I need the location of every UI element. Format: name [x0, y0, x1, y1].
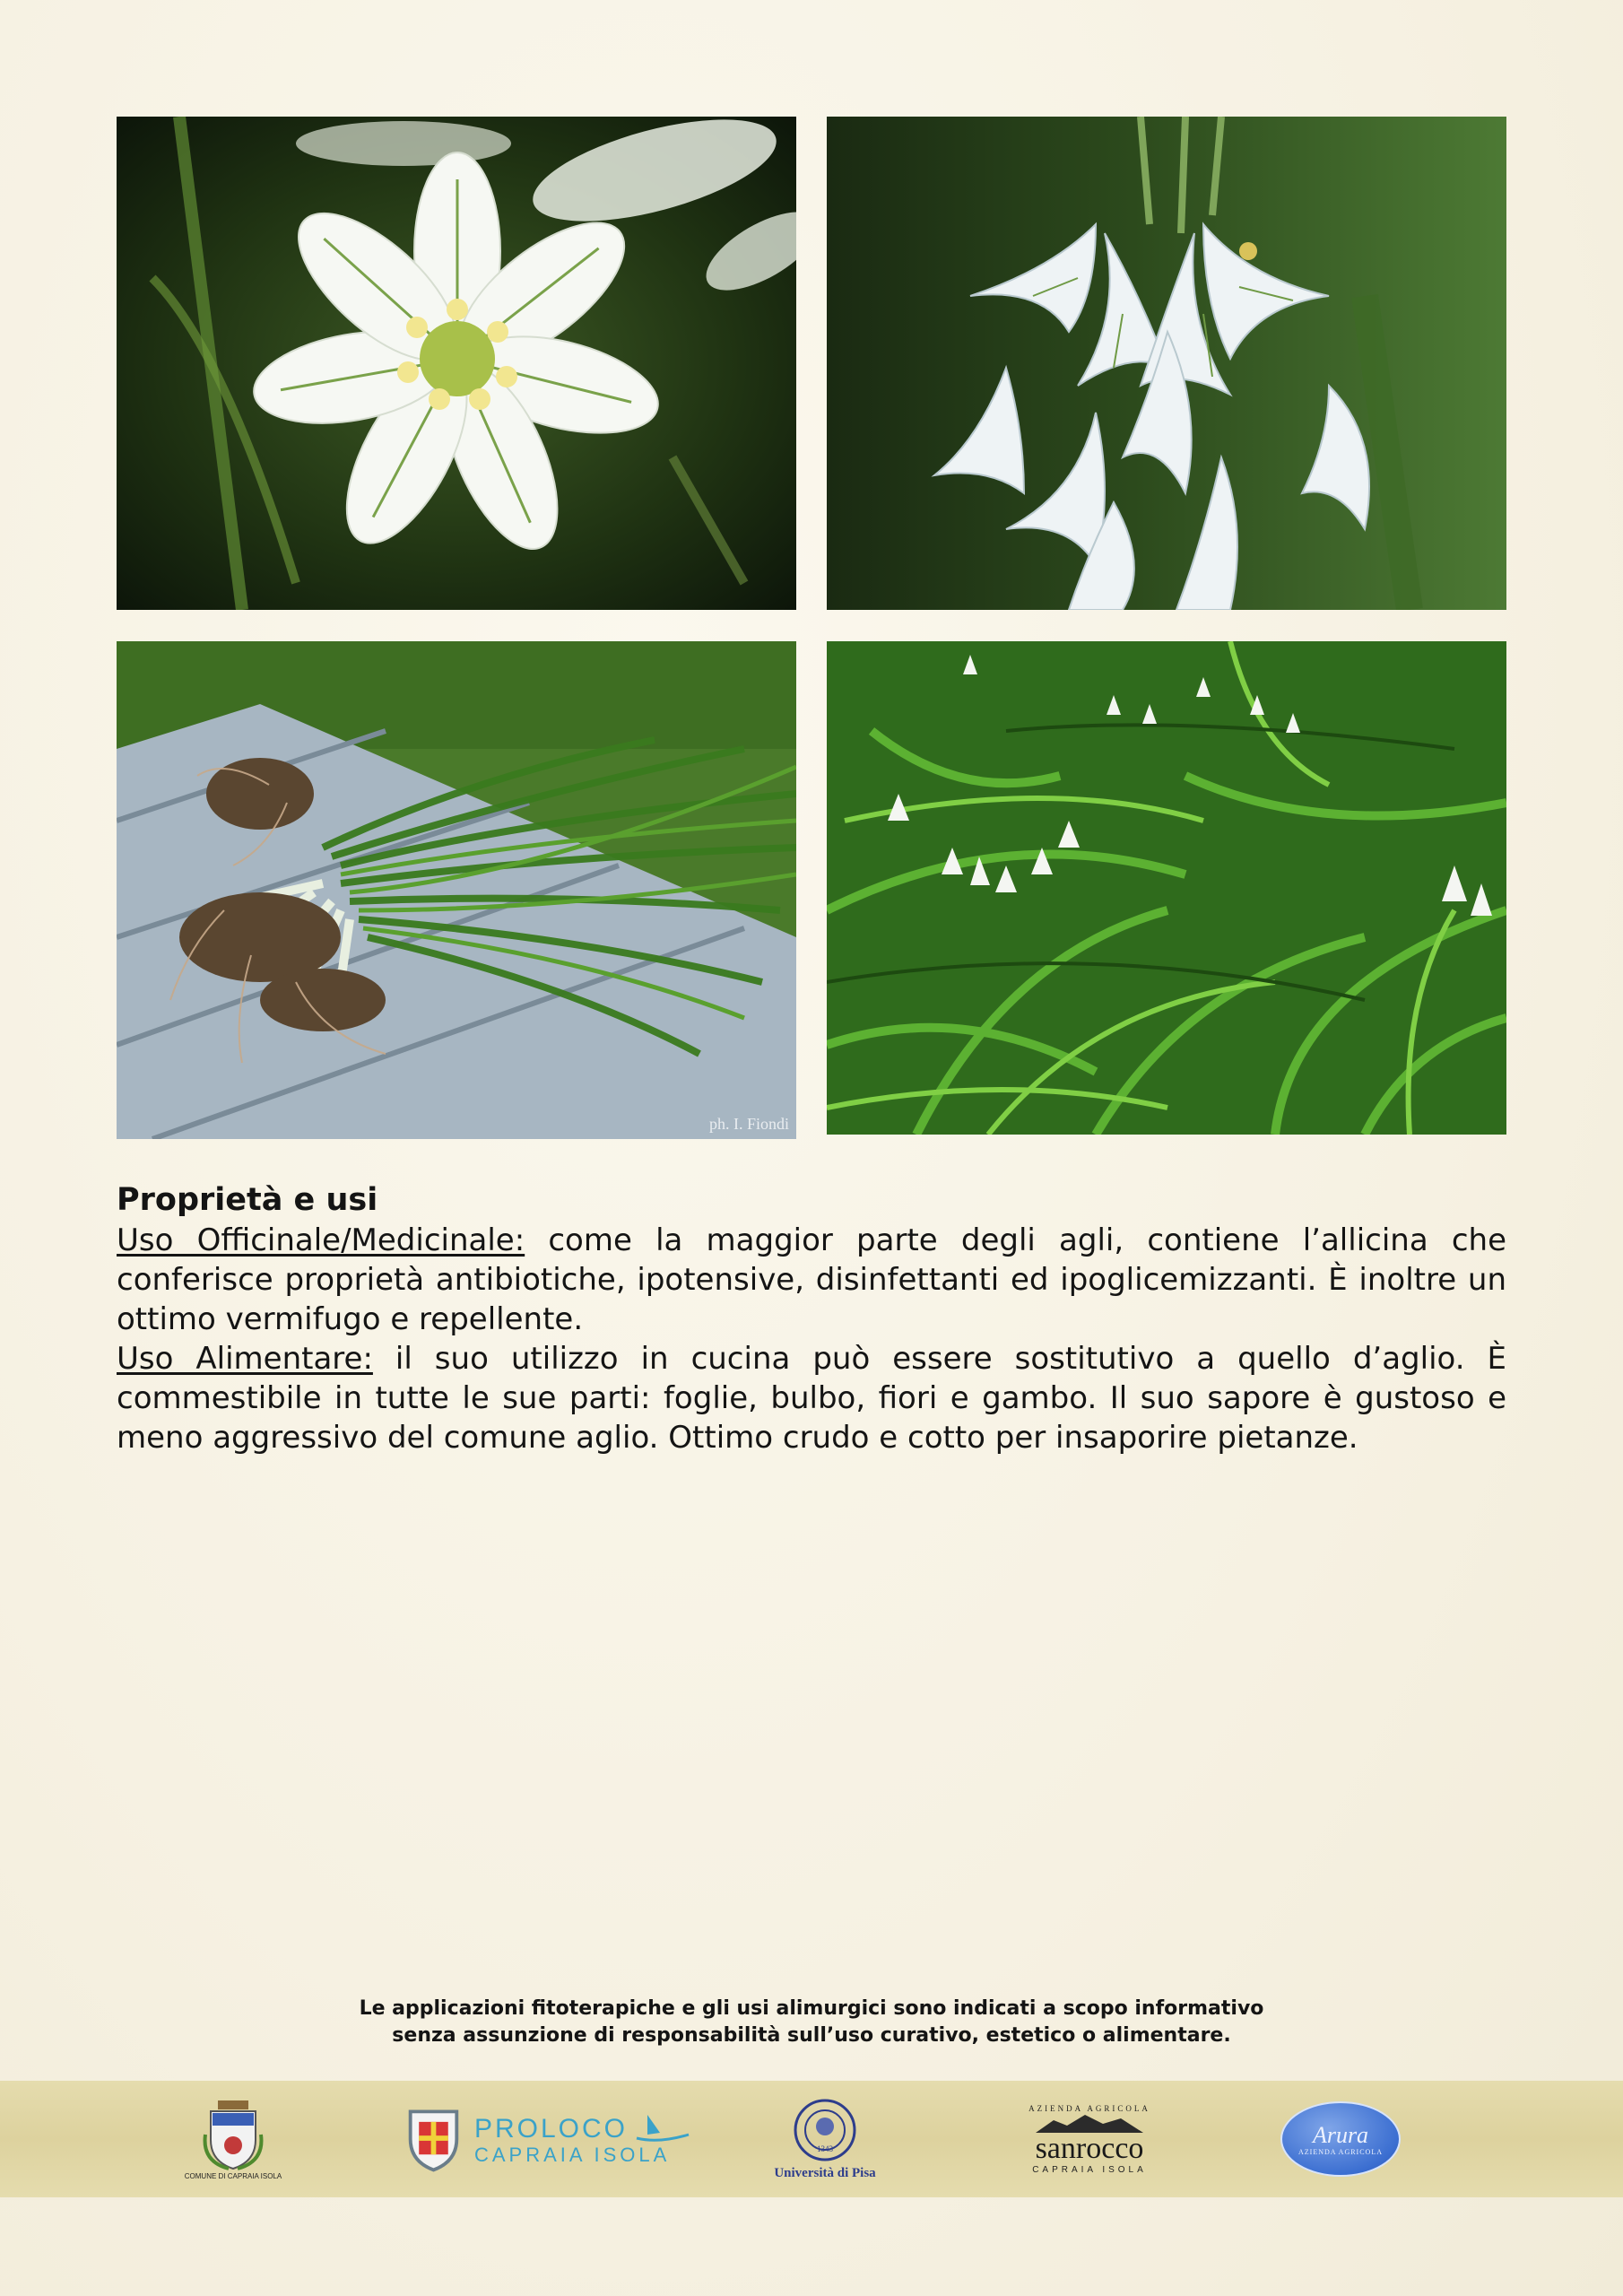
- food-use-text: il suo utilizzo in cucina può essere sostitutivo a quello d’aglio. È commestibile in tutte le sue parti: foglie, bulbo, fiori e gambo. Il suo sapore è gustoso e meno aggressivo del comune aglio. Ottimo crudo e cotto per insaporire pietanze.: [117, 1341, 1507, 1456]
- food-use-label: Uso Alimentare:: [117, 1341, 373, 1377]
- photo-plants-in-field: [827, 641, 1506, 1135]
- photo-flower-cluster: [827, 117, 1506, 610]
- proloco-subtitle: CAPRAIA ISOLA: [473, 2144, 671, 2166]
- shield-icon: [404, 2103, 464, 2175]
- arura-logo: [1278, 2081, 1403, 2197]
- arura-subtitle: AZIENDA AGRICOLA: [1298, 2147, 1383, 2156]
- photo-credit: ph. I. Fiondi: [708, 1115, 789, 1133]
- proloco-title: PROLOCO: [473, 2114, 628, 2144]
- sailboat-icon: [628, 2111, 690, 2144]
- proloco-logo: [404, 2081, 690, 2197]
- photo-flower-closeup: [117, 117, 796, 610]
- sanrocco-top: AZIENDA AGRICOLA: [1028, 2103, 1150, 2113]
- sanrocco-bottom: CAPRAIA ISOLA: [1032, 2164, 1147, 2175]
- mountain-icon: [1036, 2113, 1143, 2133]
- section-heading: Proprietà e usi: [117, 1182, 378, 1218]
- medicinal-use-text: come la maggior parte degli agli, contiene l’allicina che conferisce proprietà antibiotiche, ipotensive, disinfettanti ed ipoglicemizzanti. È inoltre un ottimo vermifugo e repellente.: [117, 1222, 1507, 1337]
- sanrocco-logo: [1004, 2081, 1175, 2197]
- properties-section: [117, 1179, 1506, 1457]
- coat-of-arms-icon: [202, 2099, 265, 2170]
- unipi-name: Università di Pisa: [774, 2165, 876, 2180]
- arura-name: Arura: [1312, 2121, 1369, 2148]
- medicinal-use-label: Uso Officinale/Medicinale:: [117, 1222, 525, 1258]
- comune-logo: [184, 2081, 282, 2197]
- medicinal-use-paragraph: [117, 1221, 1506, 1339]
- food-use-paragraph: [117, 1339, 1506, 1457]
- sponsor-logos-band: [0, 2081, 1623, 2197]
- seal-year: 1343: [817, 2144, 833, 2153]
- disclaimer-line-2: senza assunzione di responsabilità sull’uso curativo, estetico o alimentare.: [392, 2024, 1231, 2047]
- comune-caption: COMUNE DI CAPRAIA ISOLA: [184, 2171, 282, 2180]
- disclaimer-line-1: Le applicazioni fitoterapiche e gli usi alimurgici sono indicati a scopo informativo: [359, 1997, 1264, 2020]
- seal-icon: [793, 2098, 857, 2162]
- photo-harvested-bulbs: [117, 641, 796, 1139]
- sanrocco-name: sanrocco: [1035, 2131, 1144, 2165]
- disclaimer: [0, 1996, 1623, 2049]
- unipi-logo: [758, 2081, 892, 2197]
